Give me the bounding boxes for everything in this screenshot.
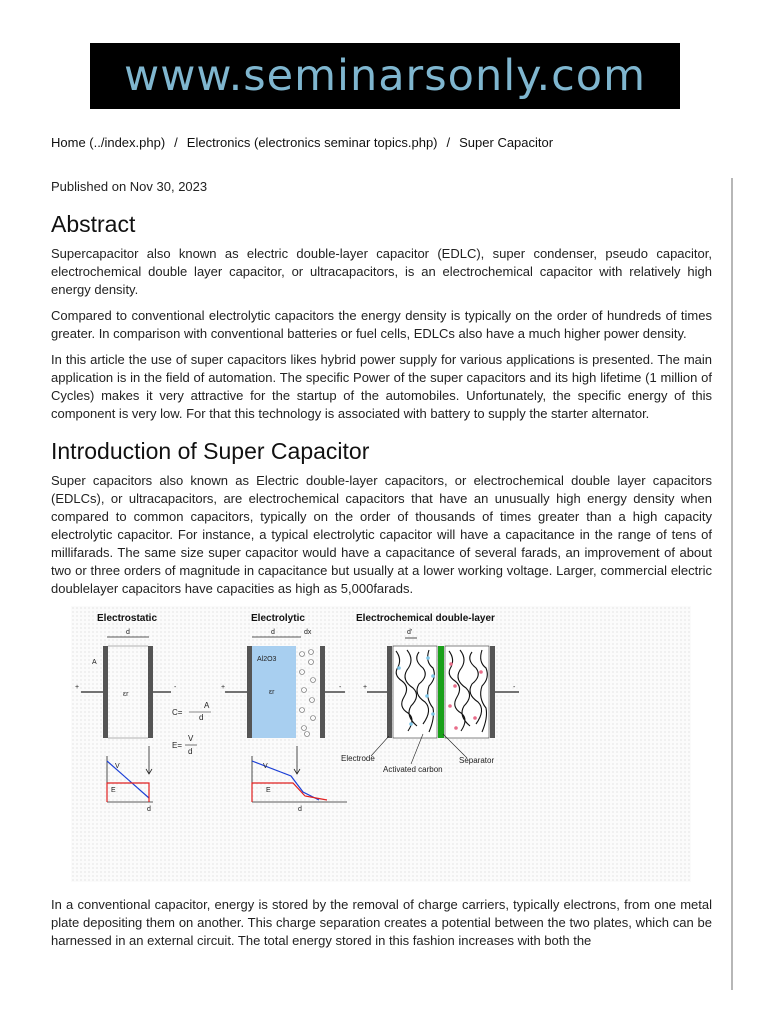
breadcrumb-separator: / (446, 135, 451, 150)
panel-title-electrostatic: Electrostatic (97, 613, 158, 624)
label-epsilon: εr (123, 691, 129, 698)
formula-e-num: V (188, 734, 194, 743)
label-d: d (271, 629, 275, 636)
plate-left (103, 646, 108, 738)
label-epsilon: εr (269, 689, 275, 696)
article (51, 178, 712, 958)
panel-title-double-layer: Electrochemical double-layer (356, 613, 495, 624)
separator-membrane (438, 646, 444, 738)
carbon-right (445, 646, 489, 738)
formula-e-den: d (188, 747, 193, 756)
abstract-paragraph: Compared to conventional electrolytic capacitors the energy density is typically on the order of hundreds of times greater. In comparison with conventional batteries or fuel cells, EDLCs also have a much higher power density. (51, 308, 712, 341)
label-plus: + (221, 684, 226, 691)
label-minus: - (174, 684, 177, 691)
sidebar-divider (731, 178, 733, 990)
callout-line (411, 734, 423, 764)
label-electrode: Electrode (341, 754, 375, 763)
label-plus: + (75, 684, 80, 691)
electrode-left (387, 646, 392, 738)
label-separator: Separator (459, 756, 495, 765)
intro-paragraph: Super capacitors also known as Electric double-layer capacitors, or electrochemical double layer capacitors (EDLCs), or ultracapacitors, are electrochemical capacitors that have an unusually high energy density when compared to common capacitors, typically on the order of thousands of times greater than a high capacity electrolytic capacitor. For instance, a typical electrolytic capacitor will have a capacitance in the range of tens of millifarads. The same size super capacitor would have a capacitance of several farads, an improvement of about two or three orders of magnitude in capacitance but usually at a lower working voltage. Larger, commercial electric doublelayer capacitors have capacities as high as 5,000farads. (51, 473, 712, 596)
label-plus: + (363, 684, 368, 691)
label-al2o3: Al2O3 (257, 656, 277, 663)
breadcrumb-current: Super Capacitor (459, 135, 554, 150)
label-d: d (126, 629, 130, 636)
label-d: d (298, 806, 302, 813)
label-v: V (263, 763, 268, 770)
published-date: Published on Nov 30, 2023 (51, 179, 208, 194)
formula-c-num: A (204, 701, 210, 710)
breadcrumb-electronics[interactable]: Electronics (electronics seminar topics.php) (186, 135, 438, 150)
formula-c-den: d (199, 713, 204, 722)
breadcrumb (51, 135, 553, 150)
plate-right (148, 646, 153, 738)
label-d-prime: d' (407, 629, 413, 636)
label-v: V (115, 763, 120, 770)
electrode-right (490, 646, 495, 738)
capacitor-types-diagram (71, 606, 691, 882)
electrolyte-particles (300, 650, 316, 737)
abstract-heading: Abstract (51, 211, 136, 237)
label-e: E (266, 787, 271, 794)
plate-right (320, 646, 325, 738)
capacitor-types-svg (71, 606, 691, 882)
label-minus: - (513, 684, 516, 691)
intro-heading: Introduction of Super Capacitor (51, 438, 370, 464)
body-paragraph: In a conventional capacitor, energy is stored by the removal of charge carriers, typically electrons, from one metal plate depositing them on another. This charge separation creates a potential between the two plates, which can be harnessed in an external circuit. The total energy stored in this fashion increases with both the (51, 897, 712, 948)
site-banner[interactable] (90, 43, 680, 109)
plate-left (247, 646, 252, 738)
label-d: d (147, 806, 151, 813)
label-area: A (92, 659, 97, 666)
panel-title-electrolytic: Electrolytic (251, 613, 305, 624)
site-banner-text: www.seminarsonly.com (124, 51, 646, 101)
abstract-paragraph: Supercapacitor also known as electric double-layer capacitor (EDLC), super condenser, pseudo capacitor, electrochemical double layer capacitor, or ultracapacitors, is an electrochemical capacitor with relatively high energy density. (51, 246, 712, 297)
formula-c-lhs: C= (172, 708, 183, 717)
breadcrumb-home[interactable]: Home (../index.php) (51, 135, 166, 150)
label-activated-carbon: Activated carbon (383, 765, 443, 774)
label-e: E (111, 787, 116, 794)
field-curve (252, 783, 327, 802)
callout-line (371, 736, 389, 756)
formula-e-lhs: E= (172, 741, 183, 750)
abstract-paragraph: In this article the use of super capacitors likes hybrid power supply for various applications is presented. The main application is in the field of automation. The specific Power of the super capacitors and its high lifetime (1 million of Cycles) makes it very attractive for the startup of the automobiles. Unfortunately, the specific energy of this component is very low. For that this technology is associated with battery to supply the starter alternator. (51, 352, 712, 421)
label-dx: dx (304, 629, 312, 636)
label-minus: - (339, 684, 342, 691)
breadcrumb-separator: / (174, 135, 178, 150)
